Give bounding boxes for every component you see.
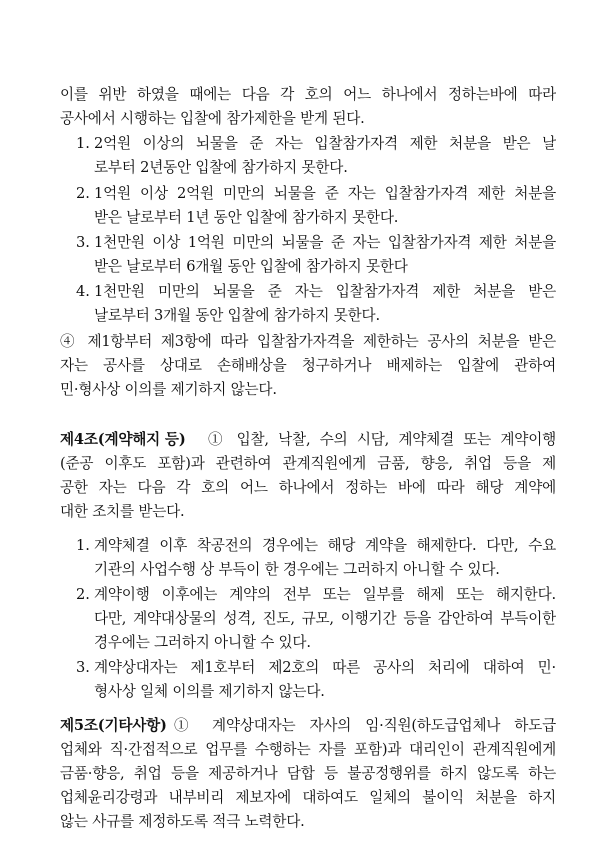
sanction-1-number: 1. xyxy=(76,135,90,152)
article5-line-1: ① 계약상대자는 자사의 임·직원(하도급업체나 하도급 xyxy=(174,717,556,734)
article4-item-3-line-1: 계약상대자는 제1호부터 제2호의 따른 공사의 처리에 대하여 민· xyxy=(94,659,556,676)
sanction-4-number: 4. xyxy=(76,283,90,300)
para4-line-2: 자는 공사를 상대로 손해배상을 청구하거나 배제하는 입찰에 관하여 xyxy=(60,357,556,374)
article5-line-4: 업체윤리강령과 내부비리 제보자에 대하여도 일체의 불이익 처분을 하지 xyxy=(60,789,556,806)
sanction-4-line-2: 날로부터 3개월 동안 입찰에 참가하지 못한다. xyxy=(94,307,380,324)
article4-item-2-line-3: 경우에는 그러하지 아니할 수 있다. xyxy=(94,634,311,651)
article5-line-3: 금품·향응, 취업 등을 제공하거나 담합 등 불공정행위를 하지 않도록 하는 xyxy=(60,765,556,782)
sanction-2-line-1: 1억원 이상 2억원 미만의 뇌물을 준 자는 입찰참가자격 제한 처분을 xyxy=(94,185,556,202)
article5-line-2: 업체와 직·간접적으로 업무를 수행하는 자를 포함)과 대리인이 관계직원에게 xyxy=(60,741,556,758)
sanction-2-line-2: 받은 날로부터 1년 동안 입찰에 참가하지 못한다. xyxy=(94,209,399,226)
article4-item-3-number: 3. xyxy=(76,659,90,676)
article4-item-1-number: 1. xyxy=(76,537,90,554)
sanction-1-line-1: 2억원 이상의 뇌물을 준 자는 입찰참가자격 제한 처분을 받은 날 xyxy=(94,135,556,152)
intro-line-2: 공사에서 시행하는 입찰에 참가제한을 받게 된다. xyxy=(60,110,365,127)
article4-line-3: 공한 자는 다음 각 호의 어느 하나에서 정하는 바에 따라 해당 계약에 xyxy=(60,479,556,496)
article4-line-1: ① 입찰, 낙찰, 수의 시담, 계약체결 또는 계약이행 xyxy=(208,431,556,448)
article4-item-1-line-2: 기관의 사업수행 상 부득이 한 경우에는 그러하지 아니할 수 있다. xyxy=(94,561,500,578)
sanction-3-line-2: 받은 날로부터 6개월 동안 입찰에 참가하지 못한다 xyxy=(94,258,408,275)
para4-line-3: 민·형사상 이의를 제기하지 않는다. xyxy=(60,381,277,398)
article5-title: 제5조(기타사항) xyxy=(60,717,167,734)
article4-item-2-line-2: 다만, 계약대상물의 성격, 진도, 규모, 이행기간 등을 감안하여 부득이한 xyxy=(94,610,556,627)
article4-line-4: 대한 조치를 받는다. xyxy=(60,503,185,520)
article4-title: 제4조(계약해지 등) xyxy=(60,431,186,448)
para4-line-1: ④ 제1항부터 제3항에 따라 입찰참가자격을 제한하는 공사의 처분을 받은 xyxy=(60,333,556,350)
sanction-2-number: 2. xyxy=(76,185,90,202)
intro-line-1: 이를 위반 하였을 때에는 다음 각 호의 어느 하나에서 정하는바에 따라 xyxy=(60,86,556,103)
article4-item-3-line-2: 형사상 일체 이의를 제기하지 않는다. xyxy=(94,683,325,700)
sanction-3-line-1: 1천만원 이상 1억원 미만의 뇌물을 준 자는 입찰참가자격 제한 처분을 xyxy=(94,234,556,251)
article5-line-5: 않는 사규를 제정하도록 적극 노력한다. xyxy=(60,813,305,830)
sanction-3-number: 3. xyxy=(76,234,90,251)
article4-item-1-line-1: 계약체결 이후 착공전의 경우에는 해당 계약을 해제한다. 다만, 수요 xyxy=(94,537,556,554)
sanction-4-line-1: 1천만원 미만의 뇌물을 준 자는 입찰참가자격 제한 처분을 받은 xyxy=(94,283,556,300)
article4-item-2-line-1: 계약이행 이후에는 계약의 전부 또는 일부를 해제 또는 해지한다. xyxy=(94,586,556,603)
sanction-1-line-2: 로부터 2년동안 입찰에 참가하지 못한다. xyxy=(94,159,348,176)
article4-line-2: (준공 이후도 포함)과 관련하여 관계직원에게 금품, 향응, 취업 등을 제 xyxy=(60,455,556,472)
article4-item-2-number: 2. xyxy=(76,586,90,603)
